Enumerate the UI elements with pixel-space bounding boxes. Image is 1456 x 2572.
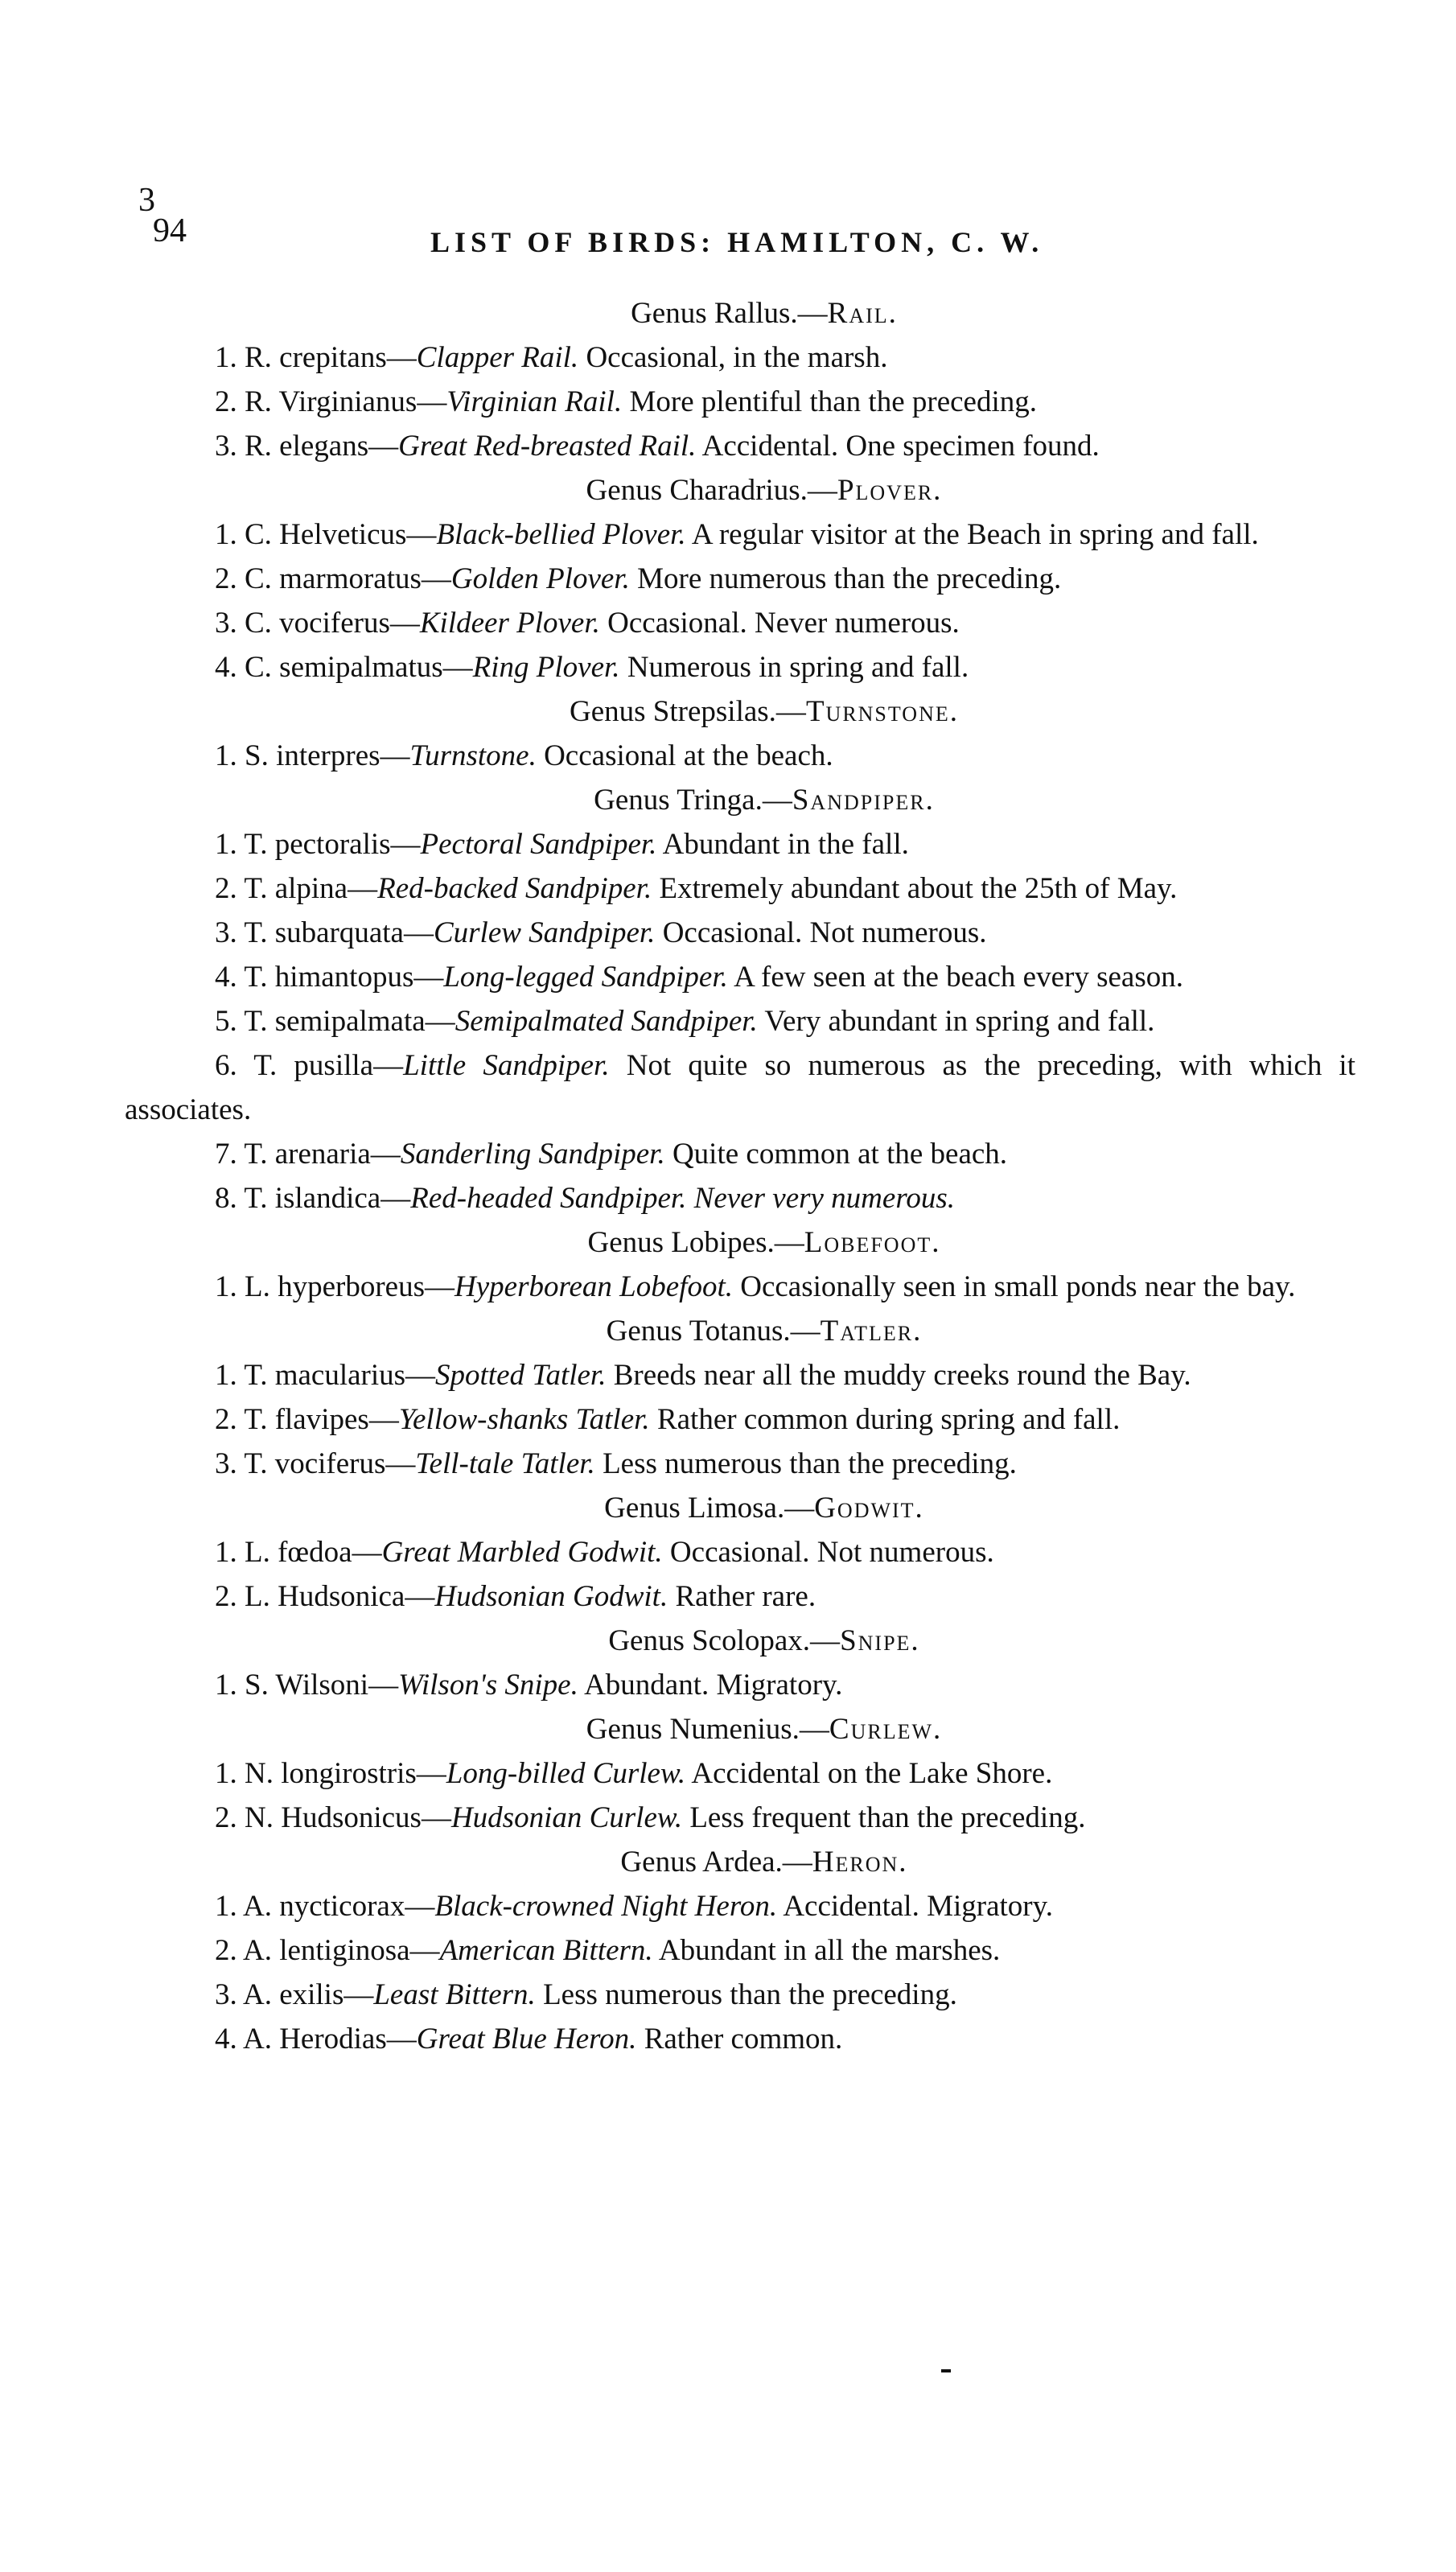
species-note: Accidental. One specimen found.: [701, 430, 1100, 463]
species-number: 1.: [215, 739, 237, 772]
species-entry: [125, 1043, 1355, 1132]
species-latin-name: A. lentiginosa—: [242, 1934, 440, 1967]
species-common-name: Tell-tale Tatler.: [415, 1447, 595, 1480]
species-note: A few seen at the beach every season.: [734, 961, 1183, 994]
species-note: Breeds near all the muddy creeks round the Bay.: [613, 1359, 1191, 1392]
species-common-name: Semipalmated Sandpiper.: [454, 1005, 758, 1038]
genus-english: Rail.: [827, 297, 898, 330]
species-common-name: Hudsonian Curlew.: [450, 1801, 683, 1834]
species-entry: [125, 1796, 1355, 1840]
species-entry: [125, 999, 1355, 1043]
species-latin-name: A. Herodias—: [242, 2023, 417, 2056]
genus-latin: Genus Limosa.—: [604, 1492, 815, 1525]
species-entry: [125, 1928, 1355, 1973]
species-entry: [125, 512, 1355, 557]
species-latin-name: T. vociferus—: [244, 1447, 416, 1480]
species-note: More plentiful than the preceding.: [629, 385, 1037, 418]
species-common-name: Curlew Sandpiper.: [433, 916, 656, 949]
species-entry: [125, 601, 1355, 645]
genus-english: Godwit.: [814, 1492, 924, 1525]
species-latin-name: T. flavipes—: [244, 1403, 399, 1436]
species-note: Not quite so numerous as the preceding, with which it associates.: [125, 1049, 1355, 1126]
species-note: A regular visitor at the Beach in spring and fall.: [691, 518, 1259, 551]
species-common-name: Long-legged Sandpiper.: [443, 961, 728, 994]
genus-latin: Genus Charadrius.—: [586, 474, 837, 507]
species-number: 1.: [215, 1890, 237, 1923]
species-common-name: Long-billed Curlew.: [446, 1757, 686, 1790]
species-common-name: Clapper Rail.: [416, 341, 579, 374]
species-latin-name: T. islandica—: [244, 1182, 411, 1215]
species-note: Less numerous than the preceding.: [603, 1447, 1017, 1480]
species-latin-name: T. pusilla—: [253, 1049, 404, 1082]
species-common-name: Yellow-shanks Tatler.: [398, 1403, 650, 1436]
species-number: 8.: [215, 1182, 237, 1215]
species-number: 2.: [215, 1580, 237, 1613]
genus-english: Heron.: [812, 1846, 908, 1879]
species-note: More numerous than the preceding.: [637, 562, 1062, 595]
species-number: 1.: [215, 1536, 237, 1569]
species-number: 2.: [215, 872, 237, 905]
page-number-mark: 3: [138, 182, 155, 219]
species-common-name: Red-backed Sandpiper.: [377, 872, 652, 905]
species-number: 1.: [215, 1757, 237, 1790]
genus-latin: Genus Rallus.—: [631, 297, 828, 330]
species-number: 7.: [215, 1138, 237, 1171]
end-mark: [941, 2369, 951, 2372]
species-entry: [125, 1353, 1355, 1397]
species-note: Quite common at the beach.: [672, 1138, 1008, 1171]
species-entry: [125, 1973, 1355, 2017]
genus-english: Curlew.: [829, 1713, 943, 1746]
species-common-name: Great Blue Heron.: [416, 2023, 637, 2056]
page-number: 94: [153, 212, 187, 249]
genus-english: Plover.: [837, 474, 943, 507]
species-note: Abundant in the fall.: [662, 828, 909, 861]
species-entry: [125, 2017, 1355, 2061]
species-latin-name: T. himantopus—: [244, 961, 444, 994]
species-entry: [125, 380, 1355, 424]
species-common-name: Pectoral Sandpiper.: [420, 828, 657, 861]
species-number: 1.: [215, 341, 237, 374]
species-entry: [125, 335, 1355, 380]
species-latin-name: T. subarquata—: [244, 916, 434, 949]
species-number: 2.: [215, 1934, 237, 1967]
species-note: Occasional. Never numerous.: [607, 607, 960, 640]
species-entry: [125, 1442, 1355, 1486]
species-number: 1.: [215, 1270, 237, 1303]
species-entry: [125, 822, 1355, 866]
species-common-name: Turnstone.: [409, 739, 537, 772]
species-entry: [125, 645, 1355, 689]
species-latin-name: L. hyperboreus—: [245, 1270, 454, 1303]
genus-latin: Genus Totanus.—: [606, 1315, 821, 1348]
species-common-name: Hudsonian Godwit.: [434, 1580, 668, 1613]
species-note: Occasional at the beach.: [544, 739, 833, 772]
species-latin-name: S. Wilsoni—: [245, 1669, 399, 1702]
species-note: Less frequent than the preceding.: [689, 1801, 1086, 1834]
genus-latin: Genus Numenius.—: [586, 1713, 829, 1746]
species-latin-name: T. pectoralis—: [244, 828, 421, 861]
species-entry: [125, 1265, 1355, 1309]
species-latin-name: L. fœdoa—: [245, 1536, 382, 1569]
species-number: 1.: [215, 1359, 237, 1392]
species-note: Accidental on the Lake Shore.: [691, 1757, 1053, 1790]
genus-heading: [173, 1220, 1355, 1265]
genus-latin: Genus Ardea.—: [620, 1846, 812, 1879]
species-note: Occasional. Not numerous.: [662, 916, 987, 949]
species-latin-name: T. alpina—: [244, 872, 378, 905]
species-common-name: Kildeer Plover.: [419, 607, 600, 640]
species-common-name: Least Bittern.: [373, 1978, 536, 2011]
species-entry: [125, 1530, 1355, 1574]
species-entry: [125, 1574, 1355, 1619]
species-number: 4.: [215, 961, 237, 994]
genus-english: Turnstone.: [805, 695, 959, 728]
species-note: Occasional. Not numerous.: [669, 1536, 994, 1569]
species-common-name: Black-crowned Night Heron.: [434, 1890, 778, 1923]
species-latin-name: S. interpres—: [245, 739, 410, 772]
genus-heading: [173, 1309, 1355, 1353]
species-number: 3.: [215, 607, 237, 640]
species-number: 4.: [215, 651, 237, 684]
species-common-name: Wilson's Snipe.: [398, 1669, 578, 1702]
genus-heading: [173, 689, 1355, 734]
species-common-name: Red-headed Sandpiper.: [410, 1182, 687, 1215]
bird-list: [125, 291, 1355, 2061]
species-latin-name: A. nycticorax—: [242, 1890, 435, 1923]
genus-heading: [173, 1707, 1355, 1751]
species-entry: [125, 424, 1355, 468]
species-number: 4.: [215, 2023, 237, 2056]
page-header: [0, 0, 1456, 274]
species-number: 6.: [215, 1049, 237, 1082]
species-number: 5.: [215, 1005, 237, 1038]
genus-heading: [173, 291, 1355, 335]
species-entry: [125, 1884, 1355, 1928]
genus-latin: Genus Strepsilas.—: [570, 695, 806, 728]
species-latin-name: R. Virginianus—: [245, 385, 447, 418]
species-number: 3.: [215, 1978, 237, 2011]
species-note: Extremely abundant about the 25th of May.: [659, 872, 1178, 905]
species-latin-name: T. semipalmata—: [244, 1005, 455, 1038]
species-entry: [125, 1751, 1355, 1796]
species-latin-name: A. exilis—: [242, 1978, 374, 2011]
species-entry: [125, 557, 1355, 601]
species-note: Abundant in all the marshes.: [658, 1934, 1001, 1967]
species-entry: [125, 1176, 1355, 1220]
species-note: Rather common during spring and fall.: [656, 1403, 1121, 1436]
genus-heading: [173, 1486, 1355, 1530]
species-latin-name: T. macularius—: [244, 1359, 436, 1392]
species-latin-name: C. vociferus—: [245, 607, 420, 640]
species-entry: [125, 866, 1355, 911]
species-common-name: Virginian Rail.: [446, 385, 623, 418]
genus-latin: Genus Scolopax.—: [608, 1624, 841, 1657]
genus-heading: [173, 778, 1355, 822]
species-common-name: American Bittern.: [439, 1934, 653, 1967]
species-note: Occasional, in the marsh.: [586, 341, 888, 374]
genus-latin: Genus Tringa.—: [594, 784, 792, 817]
species-latin-name: R. crepitans—: [245, 341, 417, 374]
species-common-name: Spotted Tatler.: [435, 1359, 607, 1392]
species-number: 3.: [215, 1447, 237, 1480]
species-entry: [125, 911, 1355, 955]
species-latin-name: L. Hudsonica—: [245, 1580, 435, 1613]
species-number: 2.: [215, 1403, 237, 1436]
species-note: Occasionally seen in small ponds near the bay.: [740, 1270, 1296, 1303]
species-common-name: Hyperborean Lobefoot.: [454, 1270, 733, 1303]
species-note: Rather common.: [644, 2023, 843, 2056]
species-latin-name: N. longirostris—: [245, 1757, 446, 1790]
species-number: 2.: [215, 562, 237, 595]
genus-english: Tatler.: [820, 1315, 923, 1348]
species-note: Less numerous than the preceding.: [543, 1978, 957, 2011]
genus-heading: [173, 1619, 1355, 1663]
species-note: Never very numerous.: [693, 1182, 955, 1215]
species-common-name: Great Red-breasted Rail.: [398, 430, 697, 463]
genus-latin: Genus Lobipes.—: [587, 1226, 804, 1259]
species-entry: [125, 1663, 1355, 1707]
species-entry: [125, 955, 1355, 999]
species-latin-name: C. marmoratus—: [245, 562, 451, 595]
species-entry: [125, 734, 1355, 778]
species-common-name: Black-bellied Plover.: [436, 518, 686, 551]
species-note: Rather rare.: [675, 1580, 816, 1613]
species-latin-name: C. Helveticus—: [245, 518, 437, 551]
genus-english: Snipe.: [840, 1624, 920, 1657]
species-number: 3.: [215, 916, 237, 949]
species-entry: [125, 1397, 1355, 1442]
running-head: LIST OF BIRDS: HAMILTON, C. W.: [430, 226, 1044, 258]
species-note: Accidental. Migratory.: [783, 1890, 1053, 1923]
species-latin-name: R. elegans—: [245, 430, 399, 463]
species-number: 1.: [215, 518, 237, 551]
genus-english: Lobefoot.: [804, 1226, 941, 1259]
species-latin-name: C. semipalmatus—: [245, 651, 473, 684]
species-number: 1.: [215, 828, 237, 861]
species-entry: [125, 1132, 1355, 1176]
genus-heading: [173, 1840, 1355, 1884]
species-common-name: Ring Plover.: [472, 651, 620, 684]
species-note: Numerous in spring and fall.: [627, 651, 969, 684]
species-note: Very abundant in spring and fall.: [764, 1005, 1155, 1038]
species-number: 2.: [215, 1801, 237, 1834]
genus-heading: [173, 468, 1355, 512]
species-note: Abundant. Migratory.: [584, 1669, 843, 1702]
species-latin-name: T. arenaria—: [244, 1138, 401, 1171]
species-number: 2.: [215, 385, 237, 418]
genus-english: Sandpiper.: [792, 784, 935, 817]
species-common-name: Great Marbled Godwit.: [381, 1536, 663, 1569]
species-common-name: Little Sandpiper.: [403, 1049, 610, 1082]
species-common-name: Golden Plover.: [450, 562, 630, 595]
species-number: 1.: [215, 1669, 237, 1702]
species-common-name: Sanderling Sandpiper.: [400, 1138, 665, 1171]
species-number: 3.: [215, 430, 237, 463]
species-latin-name: N. Hudsonicus—: [245, 1801, 451, 1834]
